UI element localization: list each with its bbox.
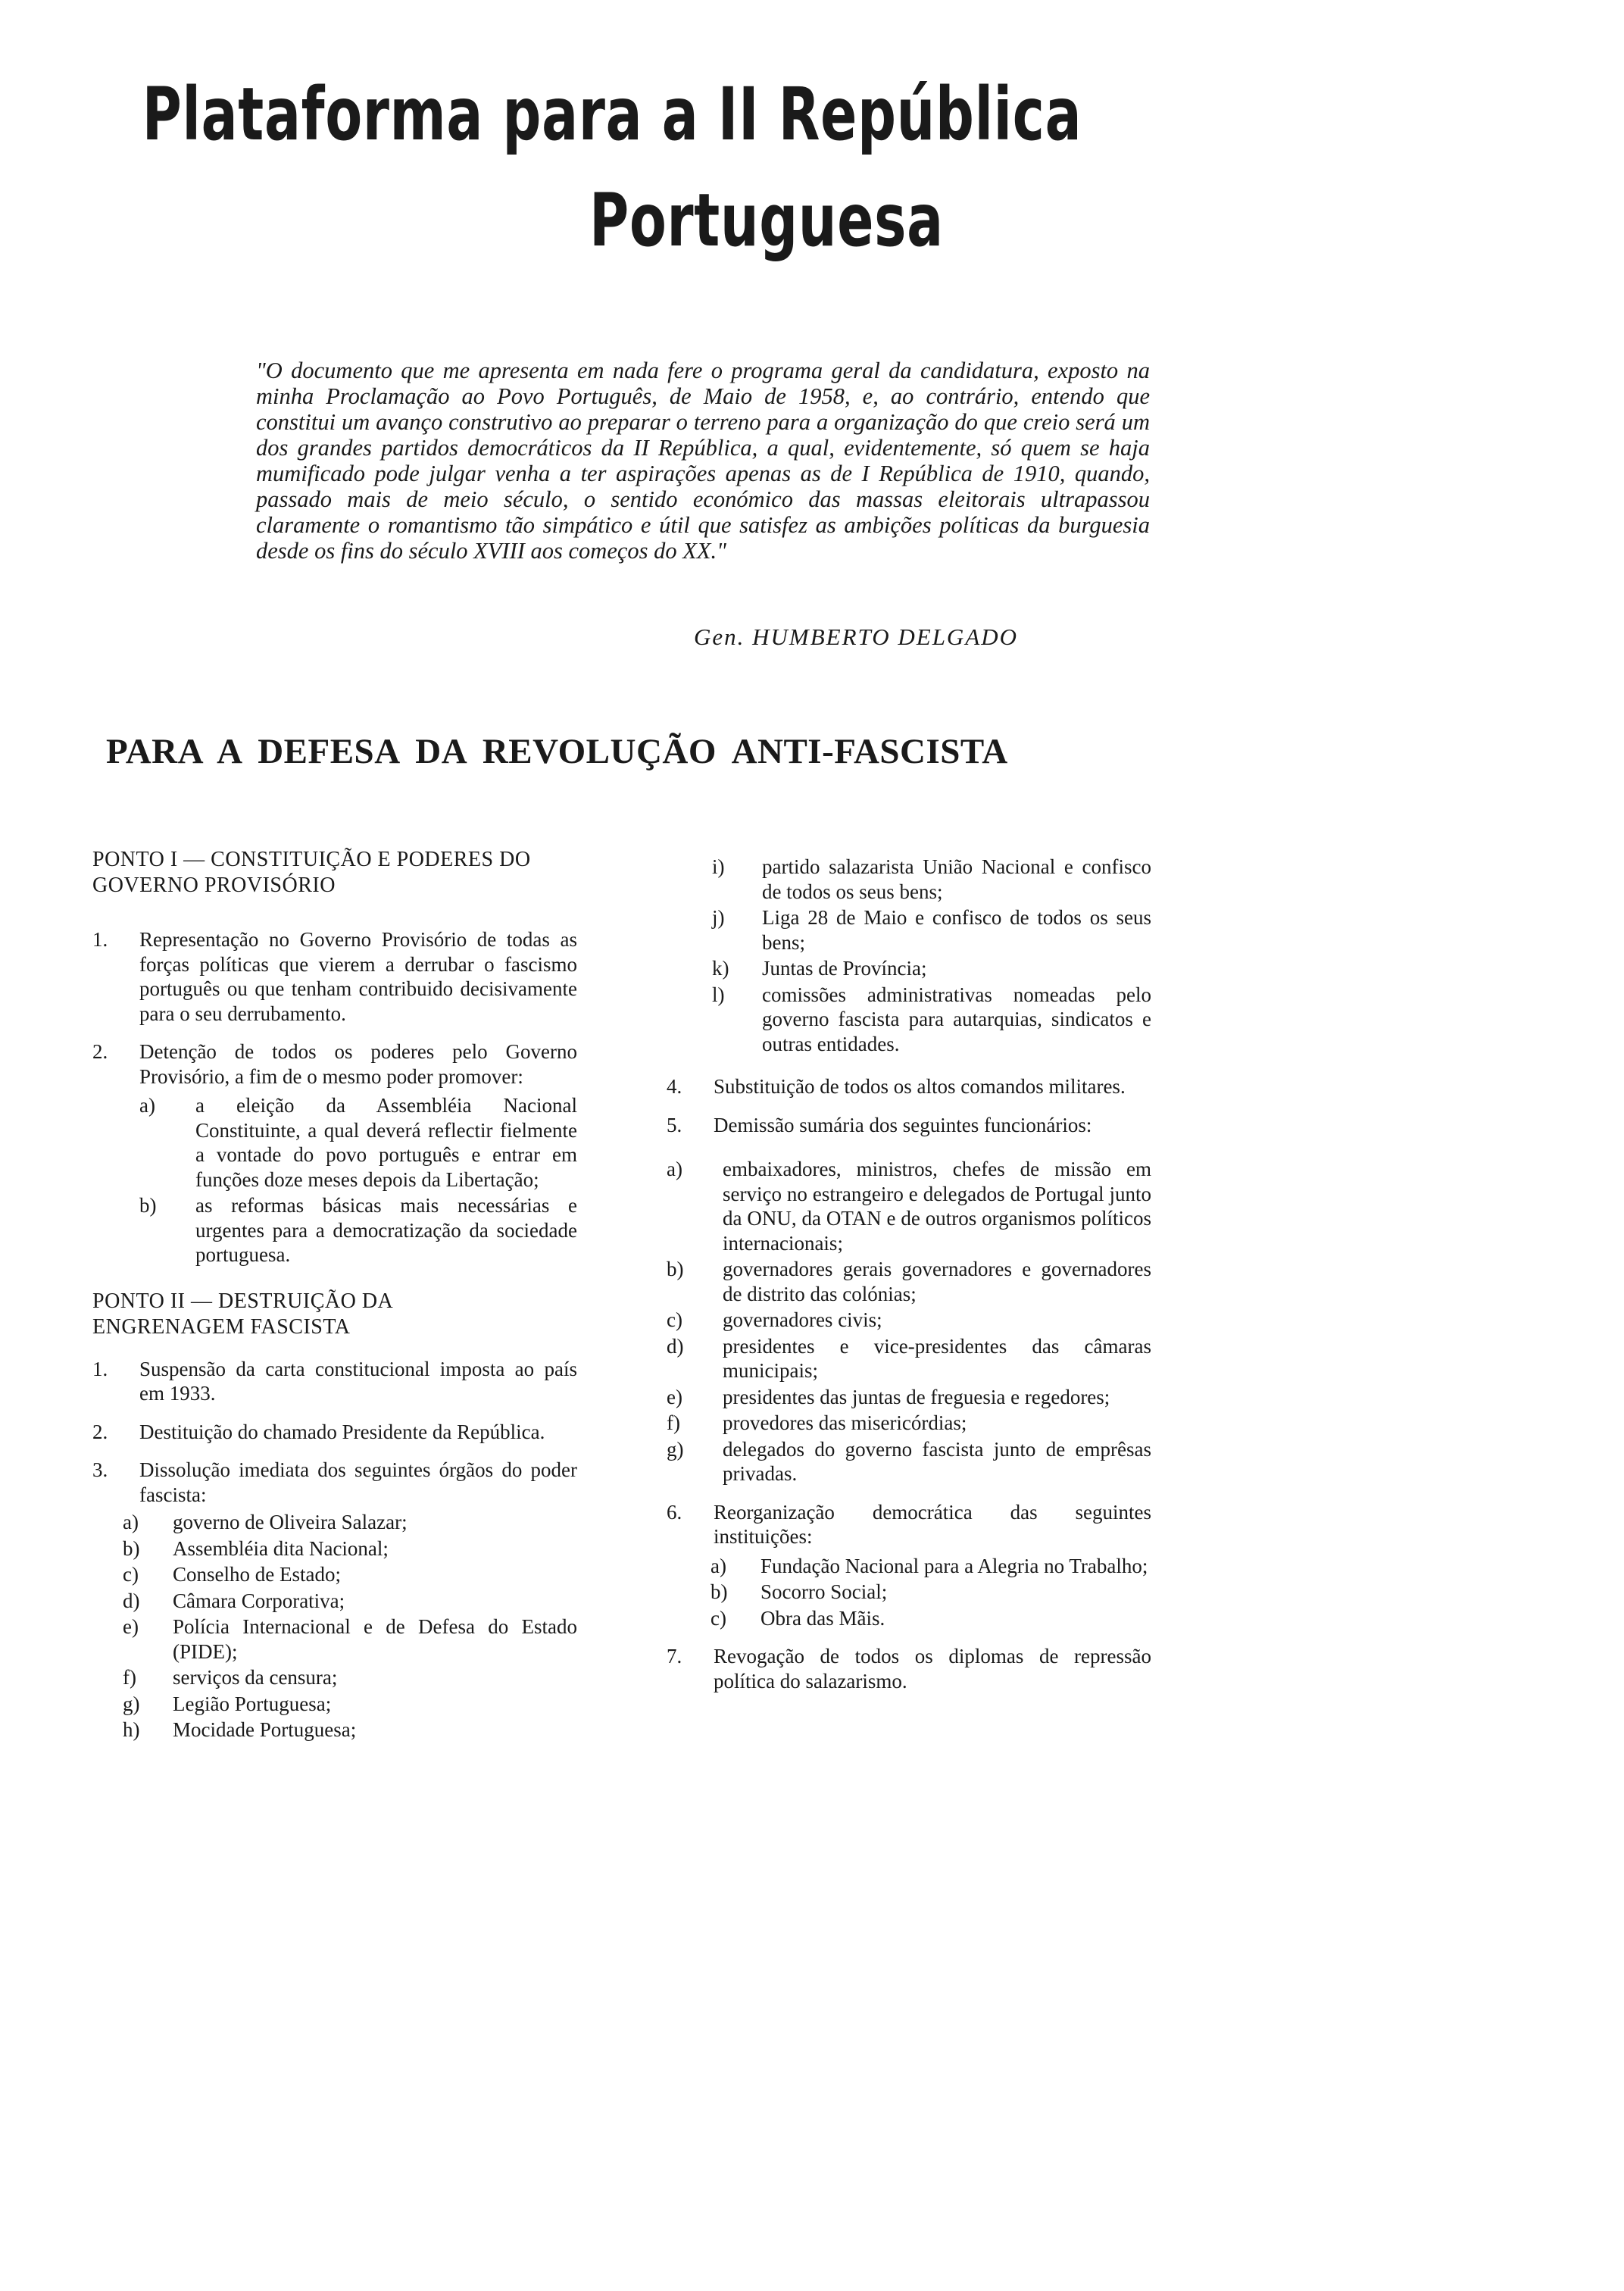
sub-letter: b) (710, 1580, 728, 1603)
right-column (667, 855, 1151, 1707)
sub-text: Mocidade Portuguesa; (173, 1718, 357, 1741)
sub-text: governadores civis; (723, 1308, 882, 1331)
ponto2-item-1 (92, 1357, 577, 1406)
sub-text: Câmara Corporativa; (173, 1589, 345, 1612)
sub-text: presidentes e vice-presidentes das câmaras municipais; (723, 1334, 1151, 1382)
sub-letter: f) (123, 1666, 136, 1689)
list-item (123, 1510, 577, 1535)
ponto2-title: PONTO II — DESTRUIÇÃO DA ENGRENAGEM FASCISTA (92, 1289, 392, 1339)
item-text: Representação no Governo Provisório de todas as forças políticas que vierem a derrubar o fascismo português ou que tenham contribuido decisivamente para o seu derrubamento. (139, 928, 577, 1025)
list-item (667, 1157, 1151, 1255)
sub-text: embaixadores, ministros, chefes de missão em serviço no estrangeiro e delegados de Portugal junto da ONU, da OTAN e de outros organismos políticos internacionais; (723, 1158, 1151, 1255)
section-heading: PARA A DEFESA DA REVOLUÇÃO ANTI-FASCISTA (106, 732, 1008, 771)
sub-text: Juntas de Província; (762, 957, 927, 980)
document-title-line1: Plataforma para a II República (142, 72, 1082, 157)
sub-letter: c) (123, 1563, 139, 1586)
sub-letter: g) (123, 1692, 140, 1715)
list-item (667, 1437, 1151, 1486)
sub-text: comissões administrativas nomeadas pelo governo fascista para autarquias, sindicatos e outras entidades. (762, 983, 1151, 1055)
list-item (123, 1614, 577, 1664)
sub-text: serviços da censura; (173, 1666, 338, 1689)
list-item (123, 1717, 577, 1742)
ponto2-item-7 (667, 1644, 1151, 1693)
sub-text: Liga 28 de Maio e confisco de todos os seus bens; (762, 906, 1151, 954)
sub-letter: c) (710, 1606, 726, 1630)
item-number: 2. (92, 1420, 108, 1443)
item-text: Substituição de todos os altos comandos militares. (714, 1075, 1126, 1098)
item-number: 1. (92, 1357, 108, 1380)
item-text: Reorganização democrática das seguintes instituições: (714, 1500, 1151, 1548)
ponto1-title: PONTO I — CONSTITUIÇÃO E PODERES DO GOVERNO PROVISÓRIO (92, 848, 531, 897)
list-item (667, 1411, 1151, 1436)
sub-text: as reformas básicas mais necessárias e urgentes para a democratização da sociedade portuguesa. (195, 1194, 577, 1266)
sub-letter: e) (123, 1615, 139, 1638)
epigraph-quote: "O documento que me apresenta em nada fere o programa geral da candidatura, exposto na minha Proclamação ao Povo Português, de Maio de 1958, e, ao contrário, entendo que constitui um avanço construtivo ao preparar o terreno para a organização do que creio será um dos grandes partidos democráticos da II República, a qual, evidentemente, só quem se haja mumificado pode julgar venha a ter aspirações apenas as de I República de 1910, quando, passado mais de meio século, o sentido económico das massas eleitorais ultrapassou claramente o romantismo tão simpático e útil que satisfez as ambições políticas da burguesia desde os fins do século XVIII aos começos do XX." (256, 358, 1150, 564)
sub-text: a eleição da Assembléia Nacional Constituinte, a qual deverá reflectir fielmente a vontade do povo português e entrar em funções doze meses depois da Libertação; (195, 1094, 577, 1191)
item-text: Detenção de todos os poderes pelo Governo Provisório, a fim de o mesmo poder promover: (139, 1040, 577, 1088)
item-number: 3. (92, 1458, 108, 1481)
list-item (667, 1257, 1151, 1306)
sub-text: delegados do governo fascista junto de emprêsas privadas. (723, 1437, 1151, 1485)
item-number: 5. (667, 1113, 682, 1136)
list-item (710, 1554, 1151, 1579)
ponto2-item-6 (667, 1500, 1151, 1631)
item-number: 6. (667, 1500, 682, 1524)
sub-text: Assembléia dita Nacional; (173, 1536, 389, 1560)
sub-letter: b) (667, 1258, 684, 1280)
sub-letter: l) (712, 983, 725, 1006)
sub-text: Legião Portuguesa; (173, 1692, 332, 1715)
sub-text: provedores das misericórdias; (723, 1411, 967, 1434)
sub-letter: c) (667, 1308, 682, 1331)
sub-letter: j) (712, 906, 725, 929)
list-item (712, 855, 1151, 904)
list-item (667, 1308, 1151, 1333)
list-item (712, 983, 1151, 1057)
sub-letter: f) (667, 1411, 680, 1434)
list-item (710, 1580, 1151, 1605)
sub-letter: b) (139, 1194, 157, 1217)
sub-letter: i) (712, 855, 725, 878)
left-column (92, 847, 577, 1756)
ponto2-item-4 (667, 1074, 1151, 1099)
list-item (123, 1589, 577, 1614)
sub-letter: d) (667, 1334, 684, 1358)
item-number: 1. (92, 928, 108, 951)
sub-letter: e) (667, 1385, 682, 1408)
sub-text: Obra das Mãis. (760, 1606, 885, 1630)
sub-letter: a) (667, 1158, 682, 1180)
list-item (123, 1562, 577, 1587)
item-text: Destituição do chamado Presidente da República. (139, 1420, 545, 1443)
sub-letter: a) (710, 1554, 726, 1577)
item-text: Revogação de todos os diplomas de repressão política do salazarismo. (714, 1645, 1151, 1692)
sub-text: Conselho de Estado; (173, 1563, 341, 1586)
sub-letter: k) (712, 957, 729, 980)
sub-text: governadores gerais governadores e governadores de distrito das colónias; (723, 1258, 1151, 1305)
list-item (712, 956, 1151, 981)
sub-letter: g) (667, 1437, 684, 1461)
sub-text: presidentes das juntas de freguesia e regedores; (723, 1385, 1110, 1408)
list-item (123, 1692, 577, 1717)
sub-letter: b) (123, 1536, 140, 1560)
sub-text: partido salazarista União Nacional e confisco de todos os seus bens; (762, 855, 1151, 903)
sub-letter: h) (123, 1718, 140, 1741)
ponto2-item-3 (92, 1458, 577, 1742)
list-item (123, 1536, 577, 1561)
sub-text: Socorro Social; (760, 1580, 888, 1603)
ponto1-item-1 (92, 927, 577, 1026)
ponto1-item-2-b (139, 1193, 577, 1267)
item-number: 4. (667, 1075, 682, 1098)
item-number: 7. (667, 1645, 682, 1667)
document-title-line2: Portuguesa (589, 178, 944, 263)
sub-text: Polícia Internacional e de Defesa do Estado (PIDE); (173, 1615, 577, 1663)
sub-letter: a) (139, 1094, 155, 1117)
sub-letter: d) (123, 1589, 140, 1612)
item-number: 2. (92, 1040, 108, 1063)
list-item (710, 1606, 1151, 1631)
ponto2-item-5 (667, 1113, 1151, 1486)
quote-attribution: Gen. HUMBERTO DELGADO (694, 624, 1019, 650)
list-item (123, 1665, 577, 1690)
item-text: Dissolução imediata dos seguintes órgãos do poder fascista: (139, 1458, 577, 1506)
ponto1-item-2 (92, 1039, 577, 1267)
item-text: Suspensão da carta constitucional imposta ao país em 1933. (139, 1357, 577, 1405)
list-item (667, 1334, 1151, 1383)
ponto1-item-2-a (139, 1093, 577, 1192)
sub-letter: a) (123, 1511, 139, 1533)
ponto2-item-2 (92, 1420, 577, 1445)
list-item (667, 1385, 1151, 1410)
item-text: Demissão sumária dos seguintes funcionários: (714, 1113, 1092, 1136)
list-item (712, 905, 1151, 955)
sub-text: governo de Oliveira Salazar; (173, 1511, 408, 1533)
sub-text: Fundação Nacional para a Alegria no Trabalho; (760, 1554, 1148, 1577)
